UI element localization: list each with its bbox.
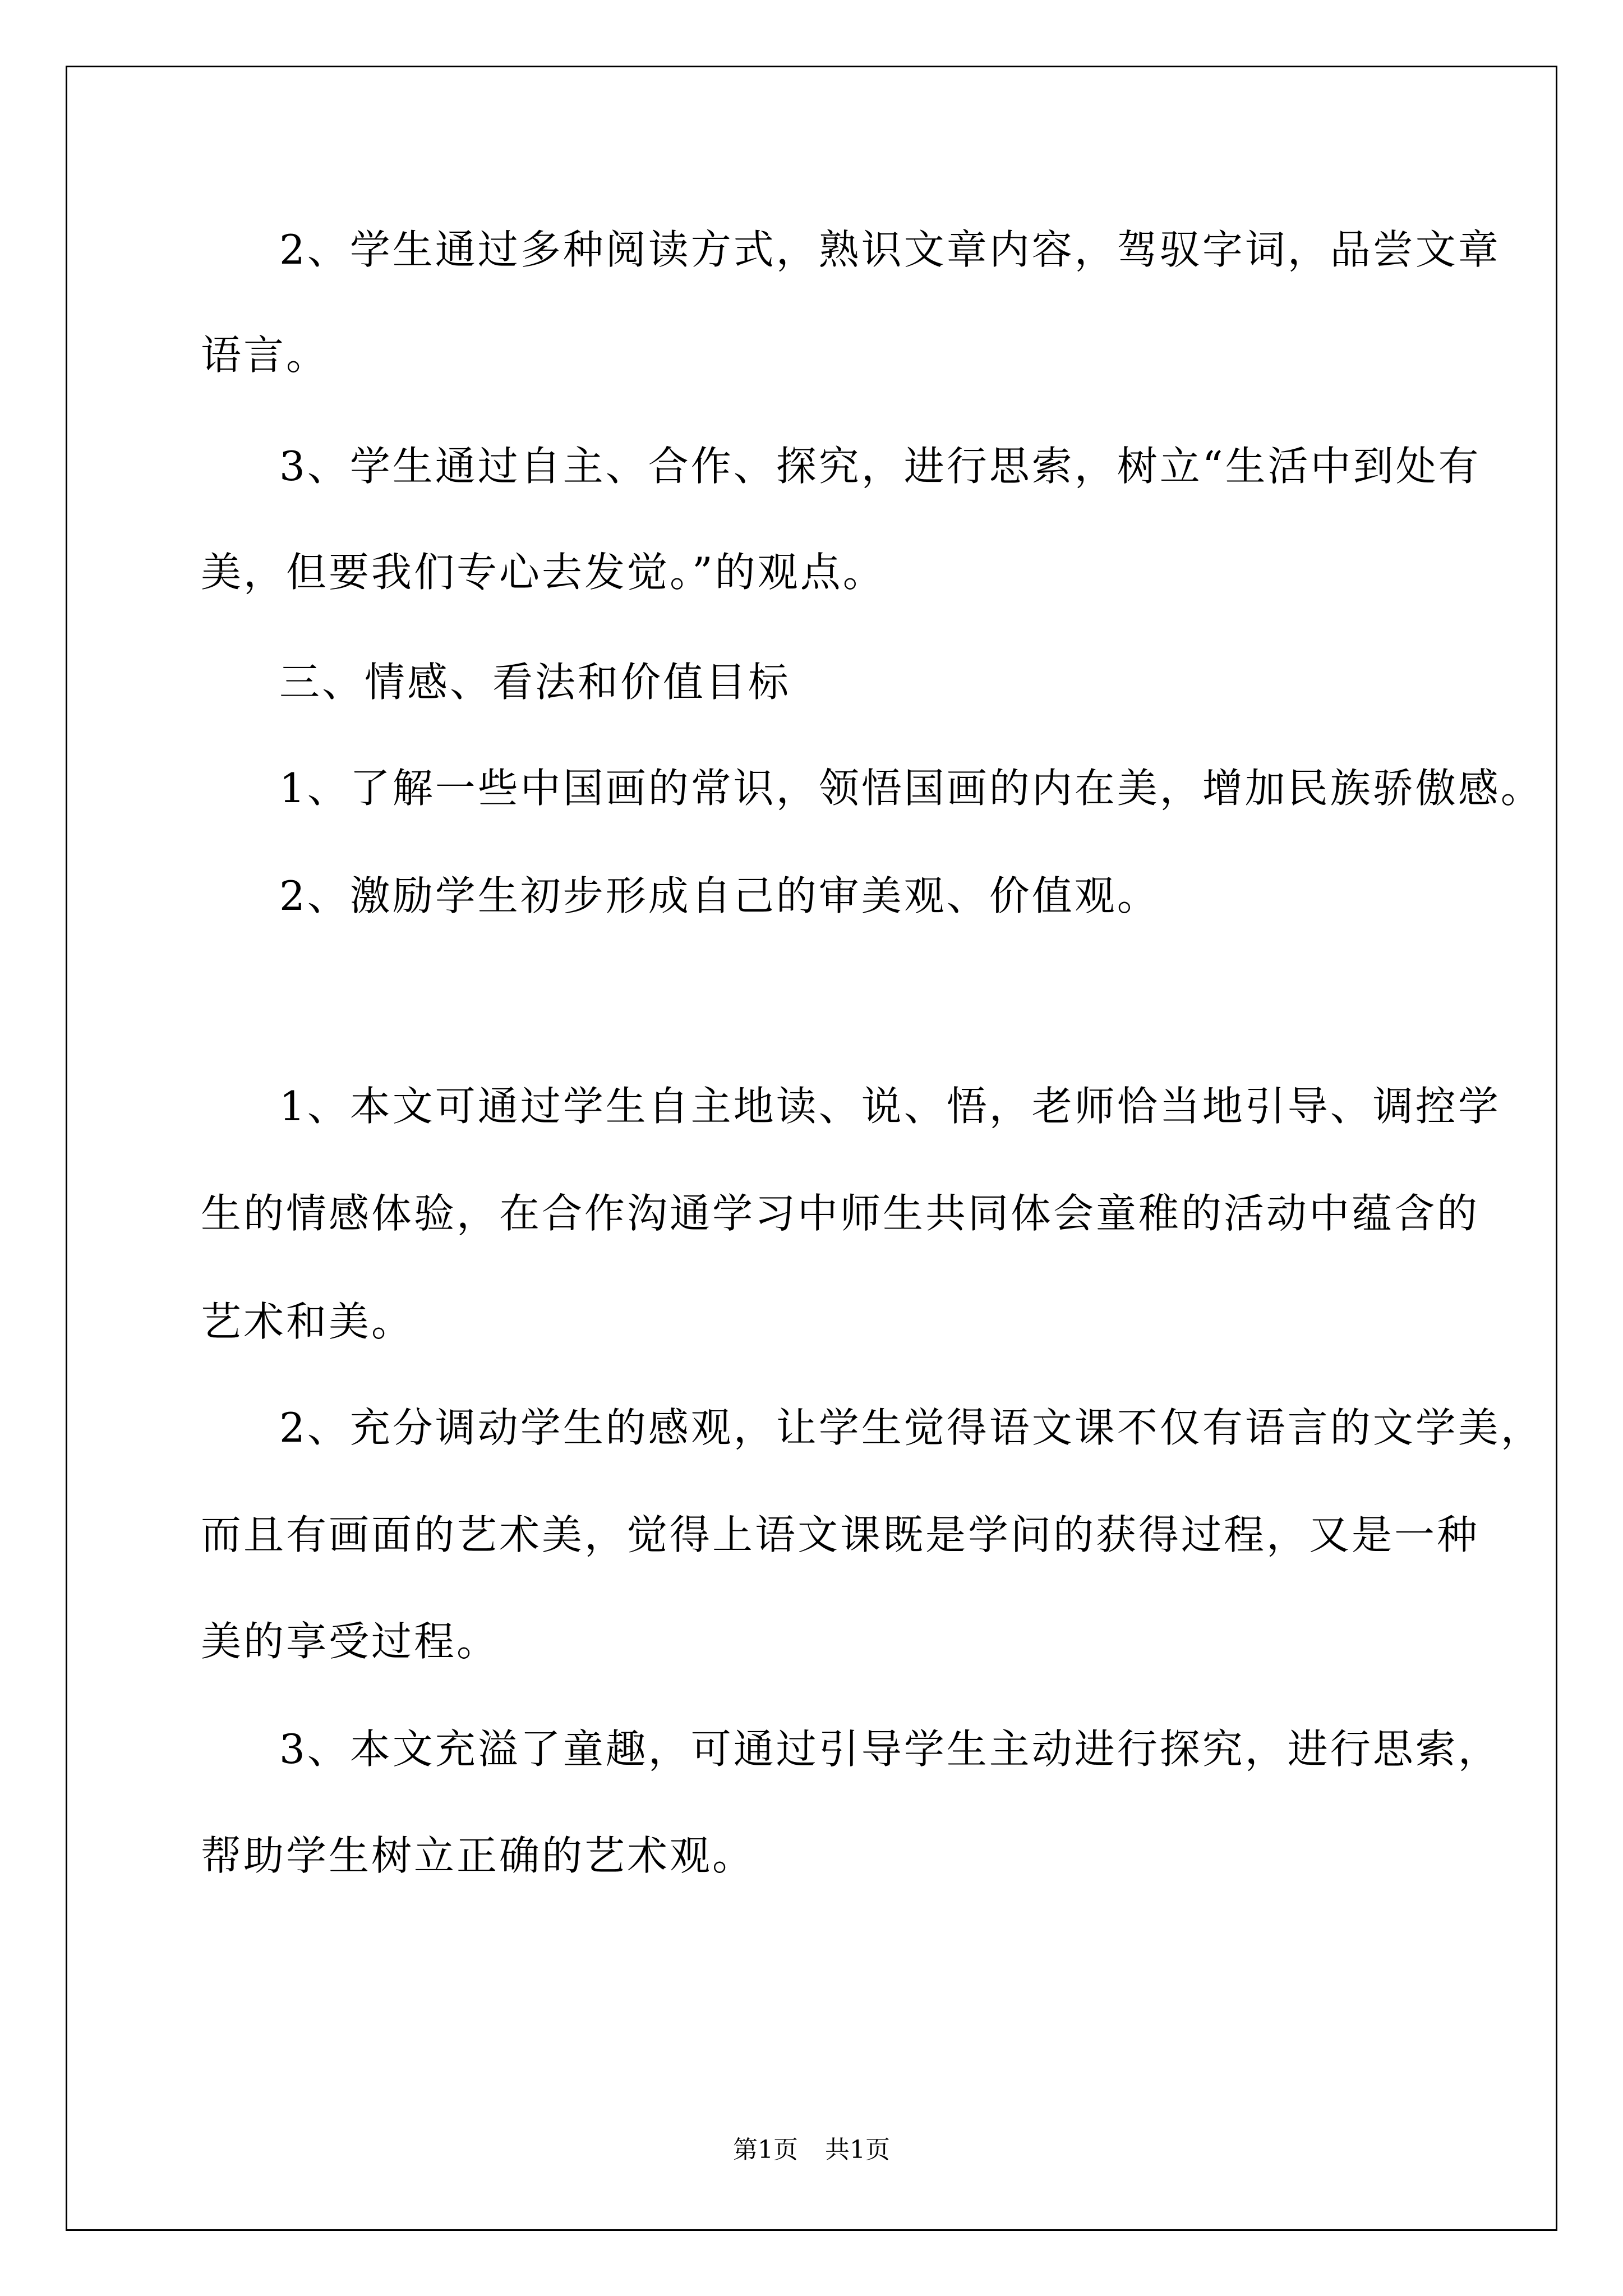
paragraph-6-line-2: 生的情感体验，在合作沟通学习中师生共同体会童稚的活动中蕴含的 xyxy=(201,1190,1480,1237)
paragraph-5-line-1: 2、激励学生初步形成自己的审美观、价值观。 xyxy=(279,872,1160,919)
section-heading: 三、情感、看法和价值目标 xyxy=(279,659,791,706)
page-number-total: 共1页 xyxy=(825,2136,890,2164)
page-border xyxy=(66,66,1557,2231)
page-footer xyxy=(0,2134,1623,2166)
paragraph-1-line-1: 2、学生通过多种阅读方式，熟识文章内容，驾驭字词，品尝文章 xyxy=(279,226,1501,273)
paragraph-8-line-2: 帮助学生树立正确的艺术观。 xyxy=(201,1832,755,1879)
paragraph-6-line-1: 1、本文可通过学生自主地读、说、悟，老师恰当地引导、调控学 xyxy=(279,1083,1501,1130)
paragraph-7-line-1: 2、充分调动学生的感观，让学生觉得语文课不仅有语言的文学美， xyxy=(279,1404,1543,1451)
paragraph-7-line-2: 而且有画面的艺术美，觉得上语文课既是学问的获得过程，又是一种 xyxy=(201,1511,1480,1558)
page-number-current: 第1页 xyxy=(733,2136,798,2164)
paragraph-8-line-1: 3、本文充溢了童趣，可通过引导学生主动进行探究，进行思索， xyxy=(279,1726,1501,1773)
paragraph-7-line-3: 美的享受过程。 xyxy=(201,1618,500,1665)
paragraph-1-line-2: 语言。 xyxy=(201,332,329,379)
paragraph-2-line-1: 3、学生通过自主、合作、探究，进行思索，树立“生活中到处有 xyxy=(279,443,1481,490)
paragraph-4-line-1: 1、了解一些中国画的常识，领悟国画的内在美，增加民族骄傲感。 xyxy=(279,765,1543,812)
paragraph-2-line-2: 美，但要我们专心去发觉。”的观点。 xyxy=(201,549,886,596)
paragraph-6-line-3: 艺术和美。 xyxy=(201,1298,414,1345)
